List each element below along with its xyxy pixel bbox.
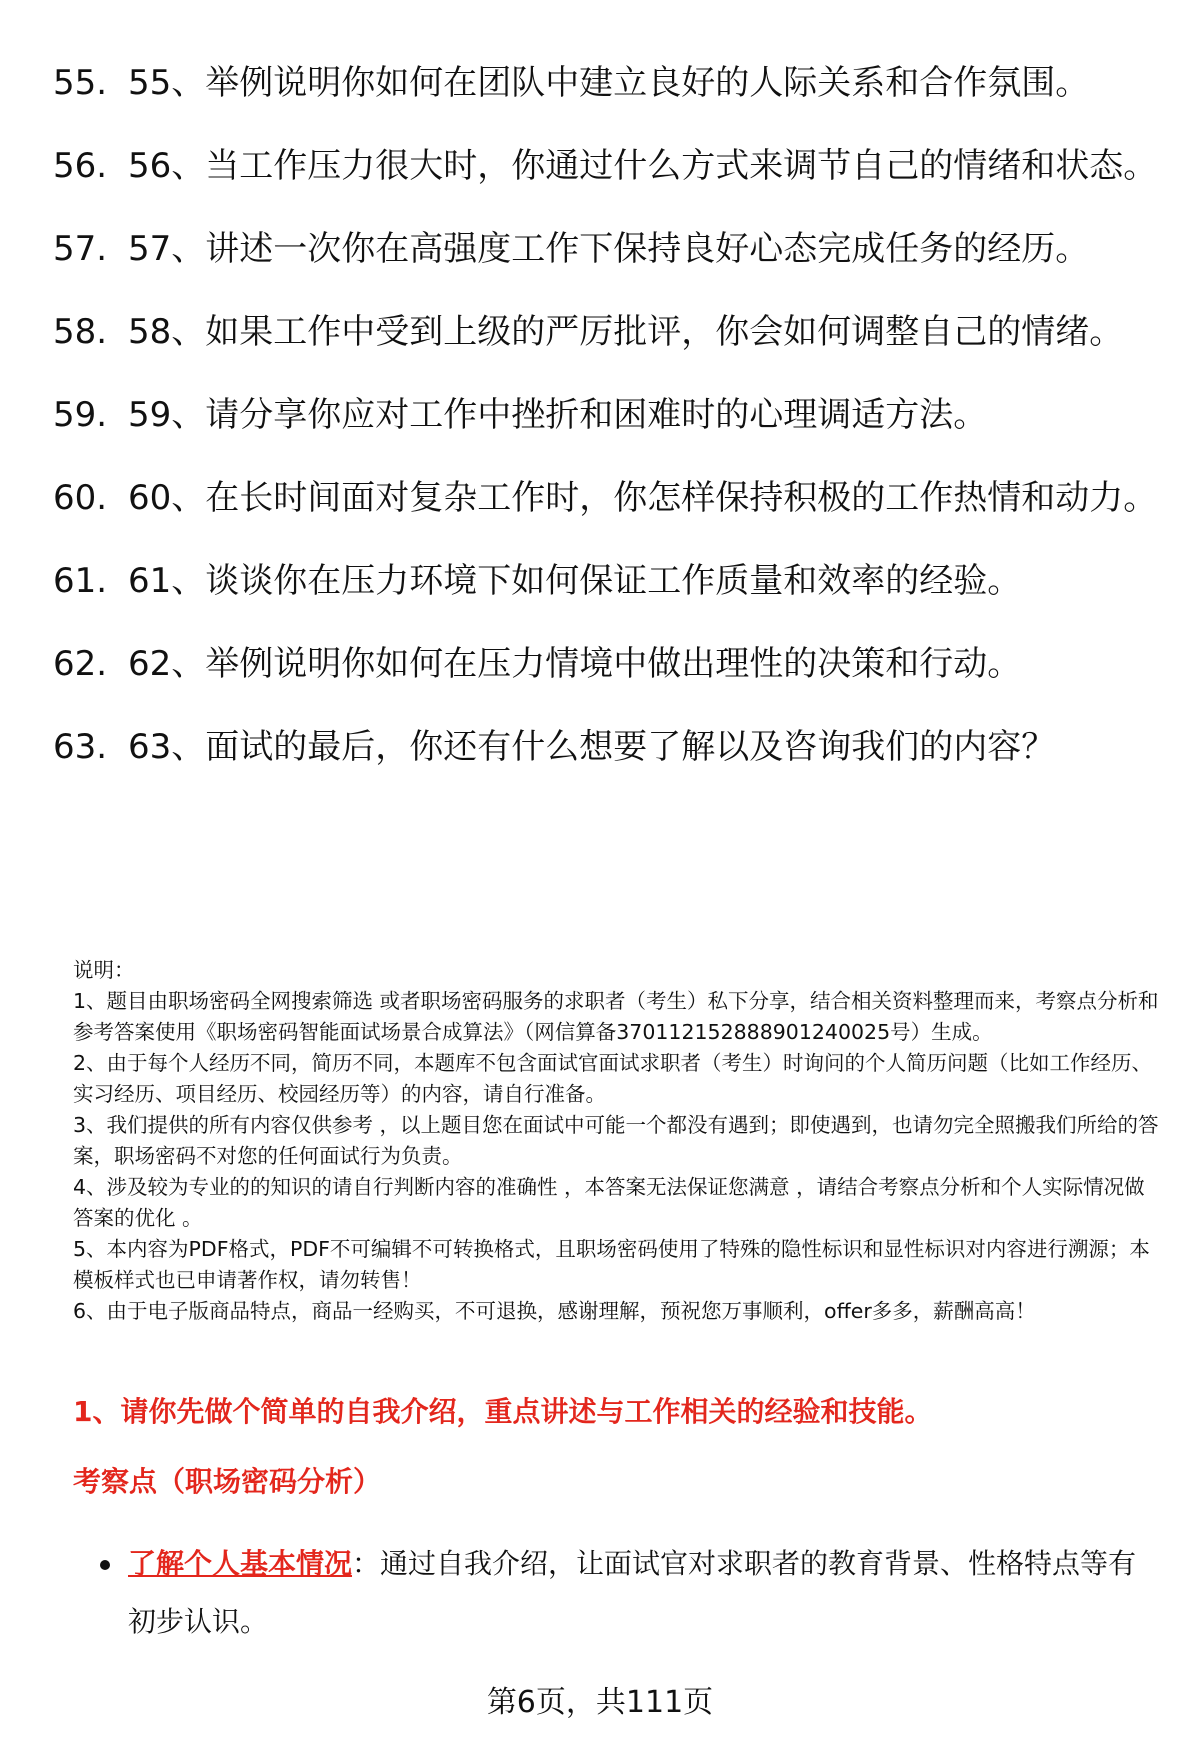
note-item: 3、我们提供的所有内容仅供参考 ，以上题目您在面试中可能一个都没有遇到；即使遇到，也请勿完全照搬我们所给的答案，职场密码不对您的任何面试行为负责。: [73, 1113, 1159, 1168]
note-item: 4、涉及较为专业的的知识的请自行判断内容的准确性 ，本答案无法保证您满意 ，请结合考察点分析和个人实际情况做答案的优化 。: [73, 1175, 1145, 1230]
question-text: 57、讲述一次你在高强度工作下保持良好心态完成任务的经历。: [128, 229, 1090, 269]
question-text: 63、面试的最后，你还有什么想要了解以及咨询我们的内容？: [128, 727, 1056, 767]
question-text: 58、如果工作中受到上级的严厉批评，你会如何调整自己的情绪。: [128, 312, 1124, 352]
question-text: 59、请分享你应对工作中挫折和困难时的心理调适方法。: [128, 395, 988, 435]
question-number: 58.: [53, 312, 108, 352]
bullet-item: [100, 1535, 1160, 1651]
question-item: [53, 390, 1163, 440]
question-text: 56、当工作压力很大时，你通过什么方式来调节自己的情绪和状态。: [128, 146, 1158, 186]
notes-section: [73, 955, 1163, 1327]
question-item: [53, 141, 1163, 191]
question-item: [53, 722, 1163, 772]
question-list: [53, 58, 1163, 805]
question-item: [53, 58, 1163, 108]
question-number: 57.: [53, 229, 108, 269]
question-number: 62.: [53, 644, 108, 684]
notes-title: 说明：: [73, 958, 135, 982]
bullet-dot-icon: [100, 1560, 110, 1570]
question-item: [53, 307, 1163, 357]
answer-question-heading: 1、请你先做个简单的自我介绍，重点讲述与工作相关的经验和技能。: [73, 1395, 933, 1428]
bullet-keyword: 了解个人基本情况: [128, 1547, 353, 1580]
question-number: 59.: [53, 395, 108, 435]
question-number: 63.: [53, 727, 108, 767]
note-item: 2、由于每个人经历不同，简历不同，本题库不包含面试官面试求职者（考生）时询问的个人简历问题（比如工作经历、实习经历、项目经历、校园经历等）的内容，请自行准备。: [73, 1051, 1153, 1106]
question-number: 56.: [53, 146, 108, 186]
question-number: 55.: [53, 63, 108, 103]
note-item: 5、本内容为PDF格式，PDF不可编辑不可转换格式，且职场密码使用了特殊的隐性标识和显性标识对内容进行溯源；本模板样式也已申请著作权，请勿转售！: [73, 1237, 1150, 1292]
page-footer: 第6页，共111页: [486, 1685, 714, 1720]
note-item: 6、由于电子版商品特点，商品一经购买，不可退换，感谢理解，预祝您万事顺利，offer多多，薪酬高高！: [73, 1299, 1036, 1323]
question-item: [53, 639, 1163, 689]
question-text: 60、在长时间面对复杂工作时，你怎样保持积极的工作热情和动力。: [128, 478, 1158, 518]
bullet-text: ：通过自我介绍，让面试官对求职者的教育背景、性格特点等有初步认识。: [128, 1547, 1137, 1638]
note-item: 1、题目由职场密码全网搜索筛选 或者职场密码服务的求职者（考生）私下分享，结合相关资料整理而来，考察点分析和参考答案使用《职场密码智能面试场景合成算法》（网信算备370112152888901240025号）生成。: [73, 989, 1159, 1044]
section-title: 考察点（职场密码分析）: [73, 1465, 382, 1498]
question-text: 55、举例说明你如何在团队中建立良好的人际关系和合作氛围。: [128, 63, 1090, 103]
question-text: 61、谈谈你在压力环境下如何保证工作质量和效率的经验。: [128, 561, 1022, 601]
question-item: [53, 556, 1163, 606]
question-item: [53, 224, 1163, 274]
question-number: 60.: [53, 478, 108, 518]
bullet-content: [128, 1535, 1160, 1651]
question-number: 61.: [53, 561, 108, 601]
question-item: [53, 473, 1163, 523]
question-text: 62、举例说明你如何在压力情境中做出理性的决策和行动。: [128, 644, 1022, 684]
